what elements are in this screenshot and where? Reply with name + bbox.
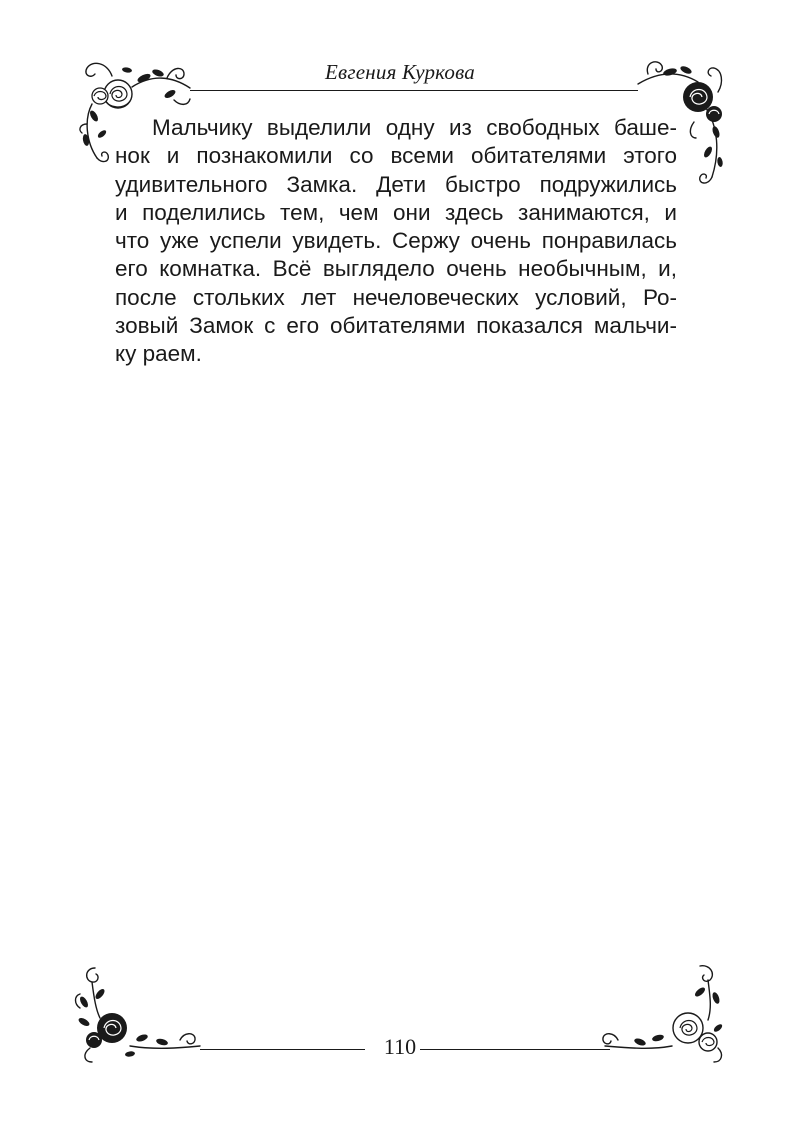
body-paragraph [115,114,677,369]
header-rule [190,90,638,91]
text-line: и поделились тем, чем они здесь занимаются, и [115,199,677,225]
text-line: Мальчику выделили одну из свободных баше- [152,115,677,140]
page-number: 110 [383,1034,417,1059]
text-line: что уже успели увидеть. Сержу очень понравилась [115,228,677,254]
text-line: ку раем. [115,341,202,367]
text-line: зовый Замок с его обитателями показался мальчи- [115,313,677,339]
text-line: удивительного Замка. Дети быстро подружились [115,171,677,197]
text-line: после стольких лет нечеловеческих условий, Ро- [115,284,677,310]
footer-rule-right [420,1049,610,1050]
text-line: нок и познакомили со всеми обитателями этого [115,143,677,169]
text-line: его комнатка. Всё выглядело очень необычным, и, [115,256,677,282]
running-header-title: Евгения Куркова [325,60,475,84]
